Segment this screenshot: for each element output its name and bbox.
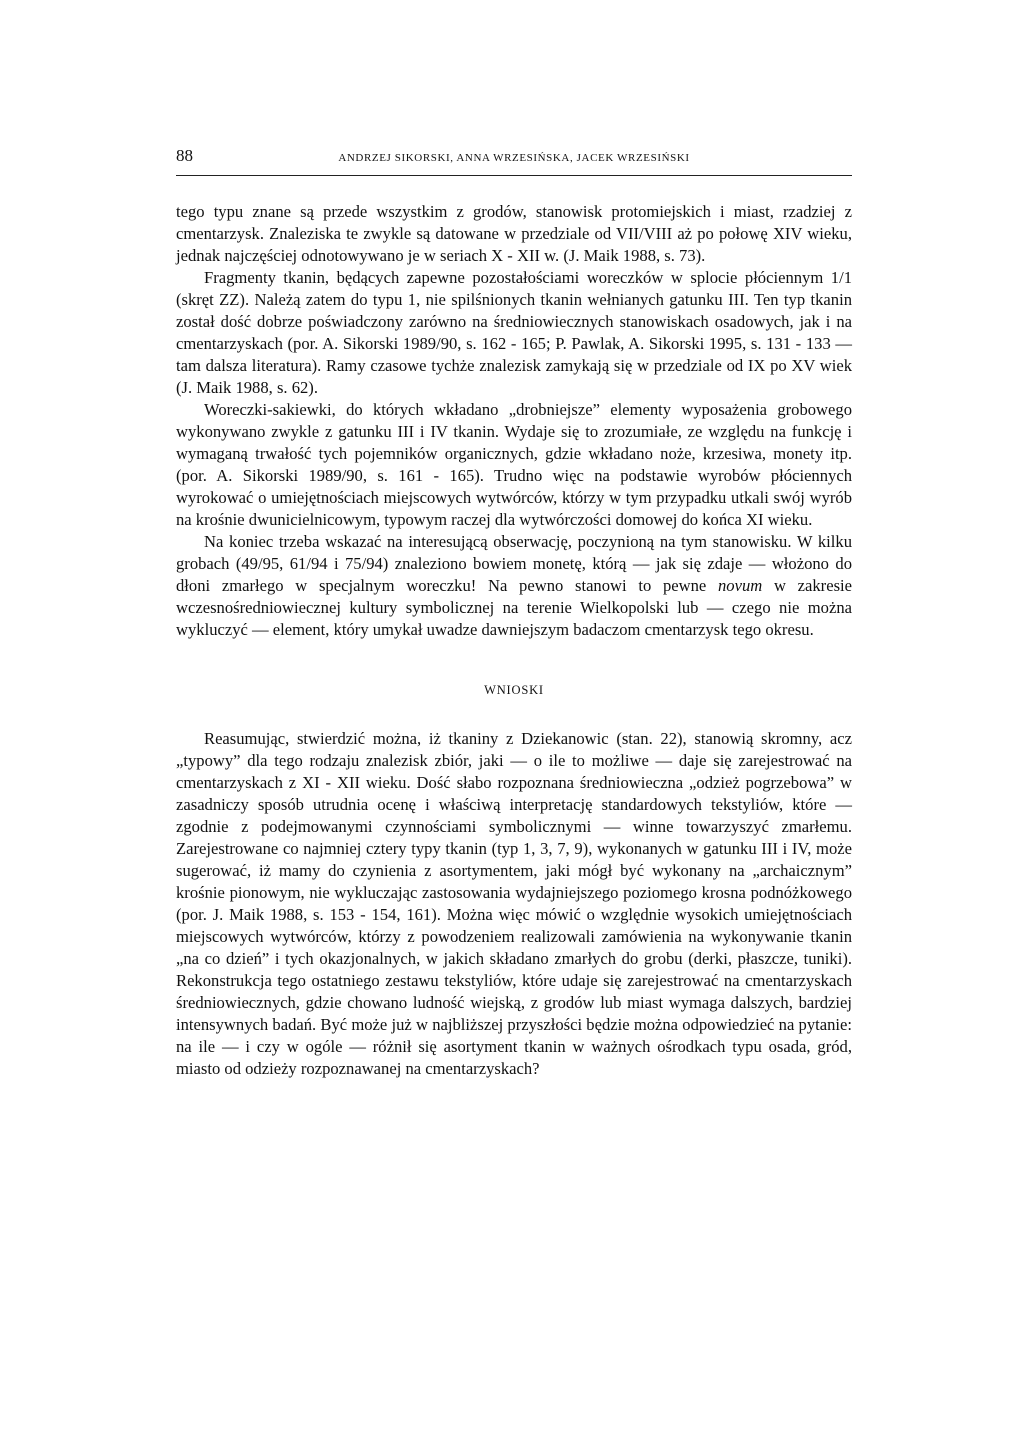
conclusions-body [176,728,852,1080]
paragraph-4-italic-term: novum [717,576,763,595]
section-body [176,201,852,641]
paragraph-4-text-end: w zakresie wczesnośredniowiecznej kultury symbolicznej na terenie Wielkopolski lub — czego nie można wykluczyć — element, który umykał uwadze dawniejszym badaczom cmentarzysk tego okresu. [176,576,852,639]
section-heading-wnioski: WNIOSKI [484,683,544,697]
conclusions-section [176,728,852,1080]
running-header [176,146,852,176]
conclusions-paragraph: Reasumując, stwierdzić można, iż tkaniny z Dziekanowic (stan. 22), stanowią skromny, acz „typowy” dla tego rodzaju znalezisk zbiór, jaki — o ile to możliwe — daje się zarejestrować na cmentarzyskach z XI - XII wieku. Dość słabo rozpoznana średniowieczna „odzież pogrzebowa” w zasadniczy sposób utrudnia ocenę i właściwą interpretację standardowych tekstyliów, które — zgodnie z podejmowanymi czynnościami symbolicznymi — winne towarzyszyć zmarłemu. Zarejestrowane co najmniej cztery typy tkanin (typ 1, 3, 7, 9), wykonanych w gatunku III i IV, może sugerować, iż mamy do czynienia z asortymentem, jaki mógł być wykonany na „archaicznym” krośnie pionowym, nie wykluczając zastosowania wydajniejszego poziomego krosna podnóżkowego (por. J. Maik 1988, s. 153 - 154, 161). Można więc mówić o względnie wysokich umiejętnościach miejscowych wytwórców, którzy z powodzeniem realizowali zamówienia na wykonywanie tkanin „na co dzień” i tych okazjonalnych, w jakich składano zmarłych do grobu (derki, płaszcze, tuniki). Rekonstrukcja tego ostatniego zestawu tekstyliów, które udaje się zarejestrować na cmentarzyskach średniowiecznych, gdzie chowano ludność wiejską, z grodów lub miast wymaga dalszych, bardziej intensywnych badań. Być może już w najbliższej przyszłości będzie można odpowiedzieć na pytanie: na ile — i czy w ogóle — różnił się asortyment tkanin w ważnych ośrodkach typu osada, gród, miasto od odzieży rozpoznawanej na cmentarzyskach? [176,729,852,1078]
paragraph-4 [176,531,852,641]
paragraph-3: Woreczki-sakiewki, do których wkładano „drobniejsze” elementy wyposażenia grobowego wykonywano zwykle z gatunku III i IV tkanin. Wydaje się to zrozumiałe, ze względu na funkcję i wymaganą trwałość tych pojemników organicznych, gdzie wkładano noże, krzesiwa, monety itp. (por. A. Sikorski 1989/90, s. 161 - 165). Trudno więc na podstawie wyrobów płóciennych wyrokować o umiejętnościach miejscowych wytwórców, którzy w tym przypadku utkali swój wyrób na krośnie dwunicielnicowym, typowym raczej dla wytwórczości domowej do końca XI wieku. [176,400,852,529]
running-title: ANDRZEJ SIKORSKI, ANNA WRZESIŃSKA, JACEK WRZESIŃSKI [338,152,690,164]
paragraph-4-text-start: Na koniec trzeba wskazać na interesującą obserwację, poczynioną na tym stanowisku. W kilku grobach (49/95, 61/94 i 75/94) znaleziono bowiem monetę, którą — jak się zdaje — włożono do dłoni zmarłego w specjalnym woreczku! Na pewno stanowi to pewne [176,532,852,595]
paragraph-2: Fragmenty tkanin, będących zapewne pozostałościami woreczków w splocie płóciennym 1/1 (skręt ZZ). Należą zatem do typu 1, nie spilśnionych tkanin wełnianych gatunku III. Ten typ tkanin został dość dobrze poświadczony zarówno na średniowiecznych stanowiskach osadowych, jak i na cmentarzyskach (por. A. Sikorski 1989/90, s. 162 - 165; P. Pawlak, A. Sikorski 1995, s. 131 - 133 — tam dalsza literatura). Ramy czasowe tychże znalezisk zamykają się w przedziale od IX po XV wiek (J. Maik 1988, s. 62). [176,268,852,397]
paragraph-1: tego typu znane są przede wszystkim z grodów, stanowisk protomiejskich i miast, rzadziej z cmentarzysk. Znaleziska te zwykle są datowane w przedziale od VII/VIII aż po połowę XIV wieku, jednak najczęściej odnotowywano je w seriach X - XII w. (J. Maik 1988, s. 73). [176,202,852,265]
article-page [176,146,852,1080]
page-number: 88 [176,146,193,165]
